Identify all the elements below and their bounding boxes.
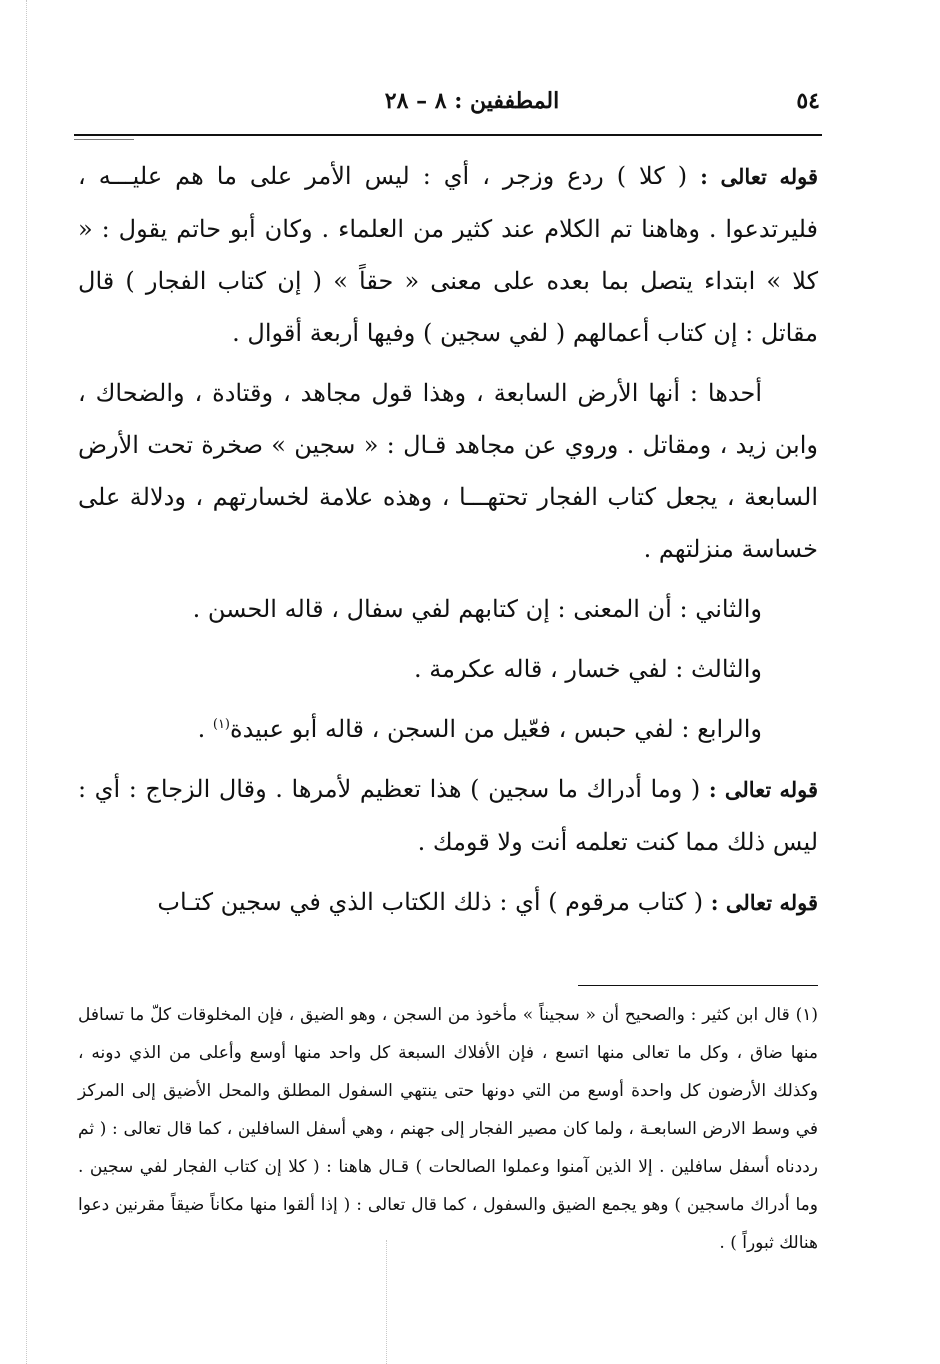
scan-margin-line [26, 0, 28, 1364]
paragraph-third-opinion [78, 643, 818, 695]
page-header [74, 88, 820, 128]
footnote-text: (١) قال ابن كثير : والصحيح أن « سجيناً » مأخوذ من السجن ، وهو الضيق ، فإن المخلوقات كلّ ما تسافل منها ضاق ، وكل ما تعالى منها اتسع ، فإن الأفلاك السبعة كل واحد منها أوسع وأعلى من الذي دونه ، وكذلك الأرضون كل واحدة أوسع من التي دونها حتى ينتهي السفول المطلق والمحل الأضيق إلى المركز في وسط الارض السابعـة ، ولما كان مصير الفجار إلى جهنم ، وهي أسفل السافلين ، كما قال تعالى : ( ثم رددناه أسفل سافلين . إلا الذين آمنوا وعملوا الصالحات ) قـال هاهنا : ( كلا إن كتاب الفجار لفي سجين . وما أدراك ماسجين ) وهو يجمع الضيق والسفول ، كما قال تعالى : ( إذا ألقوا منها مكاناً ضيقاً مقرنين دعوا هنالك ثبوراً ) . [78, 1005, 818, 1253]
paragraph-text: ( وما أدراك ما سجين ) هذا تعظيم لأمرها . وقال الزجاج : أي : ليس ذلك مما كنت تعلمه أنت ولا قومك . [78, 775, 818, 856]
paragraph-text: والثالث : لفي خسار ، قاله عكرمة . [414, 655, 762, 683]
paragraph-verse-ma-adraka [78, 763, 818, 868]
paragraph-verse-marqum [78, 876, 818, 929]
paragraph-second-opinion [78, 583, 818, 635]
footnote-rule [578, 985, 818, 986]
paragraph-text: ( كلا ) ردع وزجر ، أي : ليس الأمر على ما هم عليـــه ، فليرتدعوا . وهاهنا تم الكلام عند كثير من العلماء . وكان أبو حاتم يقول : « كلا » ابتداء يتصل بما بعده على معنى « حقاً » ( إن كتاب الفجار ) قال مقاتل : إن كتاب أعمالهم ( لفي سجين ) وفيها أربعة أقوال . [78, 162, 818, 347]
paragraph-fourth-opinion [78, 703, 818, 755]
paragraph-tail: . [197, 715, 213, 743]
paragraph-text: والرابع : لفي حبس ، فعّيل من السجن ، قاله أبو عبيدة [230, 715, 762, 743]
paragraph-first-opinion [78, 367, 818, 575]
header-rule-shadow [74, 139, 134, 140]
header-rule [74, 134, 822, 136]
paragraph-verse-kalla [78, 150, 818, 359]
paragraph-text: والثاني : أن المعنى : إن كتابهم لفي سفال ، قاله الحسن . [192, 595, 762, 623]
verse-lead: قوله تعالى : [710, 890, 818, 915]
footnote-marker: (١) [212, 717, 230, 732]
paragraph-text: ( كتاب مرقوم ) أي : ذلك الكتاب الذي في سجين كتـاب [157, 888, 711, 916]
paragraph-text: أحدها : أنها الأرض السابعة ، وهذا قول مجاهد ، وقتادة ، والضحاك ، وابن زيد ، ومقاتل . وروي عن مجاهد قـال : « سجين » صخرة تحت الأرض السابعة ، يجعل كتاب الفجار تحتهـــا ، وهذه علامة لخسارتهم ، ودلالة على خساسة منزلتهم . [78, 379, 818, 563]
verse-lead: قوله تعالى : [708, 777, 819, 802]
footnotes [78, 996, 818, 1262]
verse-lead: قوله تعالى : [700, 164, 818, 189]
main-text [78, 150, 818, 937]
running-title: المطففين : ٨ – ٢٨ [384, 88, 560, 114]
page-number: ٥٤ [796, 88, 820, 114]
